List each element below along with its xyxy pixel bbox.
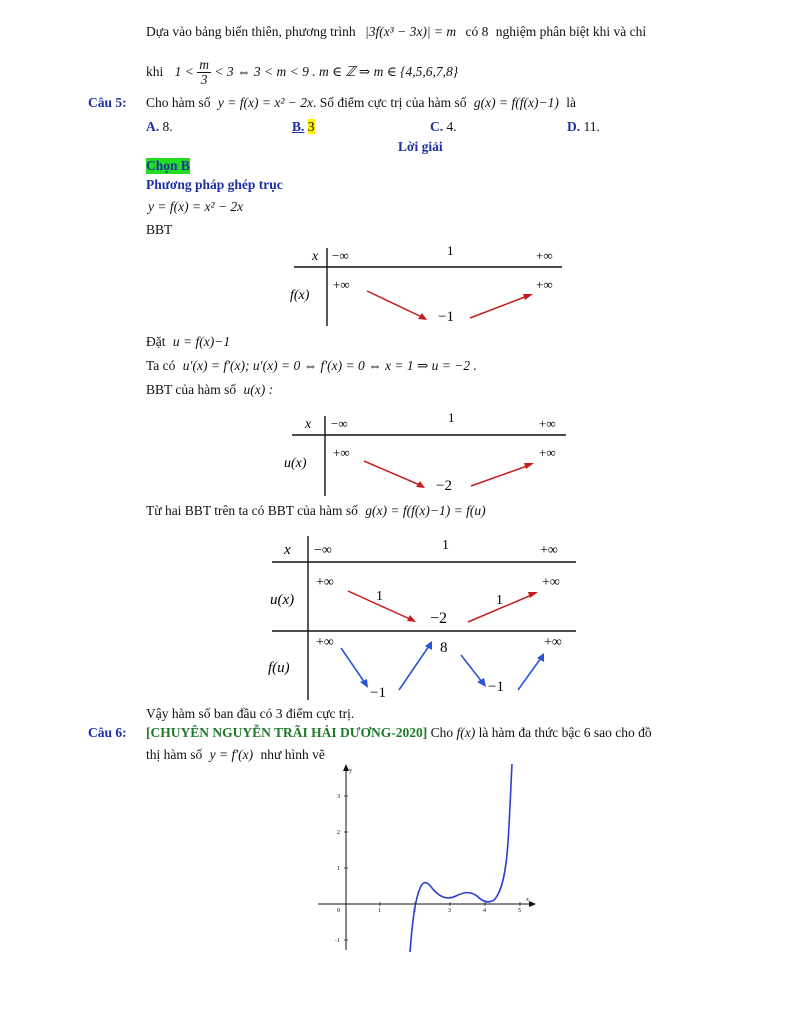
option-letter: A. xyxy=(146,119,160,134)
fraction-den: 3 xyxy=(200,72,208,88)
fu-left-value: +∞ xyxy=(316,635,334,650)
u-min-value: −2 xyxy=(430,610,448,627)
variation-table-u xyxy=(278,406,572,498)
derivative-line xyxy=(146,358,477,374)
bbt-u-line xyxy=(146,382,273,398)
fu-min2-value: −1 xyxy=(488,679,504,695)
bbt-label: BBT xyxy=(146,222,173,237)
intro-text: có 8 xyxy=(465,24,489,39)
table-x-label: x xyxy=(284,542,291,558)
combined-line xyxy=(146,503,486,519)
table-row-label-fu: f(u) xyxy=(268,660,290,676)
table-right-value: +∞ xyxy=(536,277,553,292)
arrow-head xyxy=(528,592,538,598)
fu-arrow-up-2 xyxy=(518,658,541,690)
derivative-equation: u′(x) = f′(x); u′(x) = 0 ⇔ f′(x) = 0 ⇔ x = 1 ⇒ u = −2 . xyxy=(182,358,477,373)
bbt-u-text: BBT của hàm số xyxy=(146,382,237,397)
fu-min1-value: −1 xyxy=(370,685,386,701)
option-value: 8. xyxy=(162,119,173,134)
table-min-value: −1 xyxy=(438,309,454,325)
table-right-value: +∞ xyxy=(539,445,556,460)
arrow-head xyxy=(537,653,544,662)
table-pos-inf: +∞ xyxy=(536,248,553,263)
x-tick-label: 1 xyxy=(378,908,381,914)
bbt-u-function: u(x) : xyxy=(243,382,274,397)
table-critical-x: 1 xyxy=(442,538,449,553)
y-tick-label: 2 xyxy=(337,830,340,836)
u-right-value: +∞ xyxy=(542,575,560,590)
fu-right-value: +∞ xyxy=(544,635,562,650)
intro-line-1 xyxy=(146,24,646,40)
x-axis-label: x xyxy=(526,897,529,903)
increasing-arrow xyxy=(470,295,530,318)
u-left-value: +∞ xyxy=(316,575,334,590)
arrow-head xyxy=(407,615,416,622)
table-critical-x: 1 xyxy=(448,410,455,425)
question-6-line-1 xyxy=(146,725,652,741)
combined-text: Từ hai BBT trên ta có BBT của hàm số xyxy=(146,503,358,518)
q6-fx: f(x) xyxy=(456,725,476,740)
u-mark-right: 1 xyxy=(496,593,503,608)
question-5-text xyxy=(146,95,576,111)
table-pos-inf: +∞ xyxy=(540,543,558,558)
option-value: 11. xyxy=(583,119,600,134)
q6-text: Cho xyxy=(430,725,454,740)
table-neg-inf: −∞ xyxy=(331,416,348,431)
x-tick-label: 3 xyxy=(448,908,451,914)
option-value: 3 xyxy=(307,119,315,134)
solution-title: Lời giải xyxy=(398,139,443,154)
table-left-value: +∞ xyxy=(333,445,350,460)
fraction-m-over-3 xyxy=(197,58,211,87)
option-b xyxy=(292,119,315,135)
intro-inequality: 1 < xyxy=(174,63,194,79)
decreasing-arrow xyxy=(364,461,422,486)
table-critical-x: 1 xyxy=(447,243,454,258)
x-tick-label: 0 xyxy=(337,908,340,914)
q6-text: thị hàm số xyxy=(146,747,203,762)
fu-max-value: 8 xyxy=(440,640,448,656)
q5-function: y = f(x) = x² − 2x xyxy=(217,95,313,110)
table-row-label: u(x) xyxy=(284,456,307,471)
question-5-label: Câu 5: xyxy=(88,95,127,110)
set-u-text: Đặt xyxy=(146,334,166,349)
table-left-value: +∞ xyxy=(333,277,350,292)
option-letter: C. xyxy=(430,119,444,134)
q6-text: là hàm đa thức bậc 6 sao cho đồ xyxy=(478,725,652,740)
table-row-label-u: u(x) xyxy=(270,592,295,608)
option-letter: D. xyxy=(567,119,581,134)
x-tick-label: 2 xyxy=(413,908,416,914)
intro-inequality: < 3 ⇔ 3 < m < 9 . m ∈ ℤ ⇒ m ∈ {4,5,6,7,8} xyxy=(214,63,459,79)
table-row-label: f(x) xyxy=(290,288,310,303)
x-axis-arrow xyxy=(529,901,536,907)
option-c xyxy=(430,119,457,135)
intro-text: Dựa vào bảng biến thiên, phương trình xyxy=(146,24,356,39)
u-mark-left: 1 xyxy=(376,589,383,604)
intro-text: khi xyxy=(146,63,164,79)
q5-g-function: g(x) = f(f(x)−1) xyxy=(473,95,559,110)
intro-line-2 xyxy=(146,58,458,87)
x-tick-label: 5 xyxy=(518,908,521,914)
q5-text: . Số điểm cực trị của hàm số xyxy=(312,95,467,110)
q5-text: là xyxy=(566,95,576,110)
option-value: 4. xyxy=(446,119,457,134)
variation-table-f xyxy=(280,238,570,330)
intro-text: nghiệm phân biệt khi và chỉ xyxy=(495,24,647,39)
decreasing-arrow xyxy=(367,291,424,318)
arrow-head xyxy=(477,678,486,687)
arrow-head xyxy=(524,463,534,469)
table-min-value: −2 xyxy=(436,478,452,494)
increasing-arrow xyxy=(471,465,530,486)
intro-equation: |3f(x³ − 3x)| = m xyxy=(364,24,457,39)
table-x-label: x xyxy=(305,417,312,432)
fu-arrow-down-2 xyxy=(461,655,482,682)
arrow-head xyxy=(360,679,368,688)
fraction-num: m xyxy=(199,57,210,72)
option-letter: B. xyxy=(292,119,305,134)
conclusion: Vậy hàm số ban đầu có 3 điểm cực trị. xyxy=(146,706,355,721)
table-neg-inf: −∞ xyxy=(314,543,332,558)
question-6-line-2 xyxy=(146,747,325,763)
set-u-equation: u = f(x)−1 xyxy=(172,334,231,349)
arrow-head xyxy=(425,641,432,650)
y-tick-label: 3 xyxy=(337,794,340,800)
fu-arrow-up-1 xyxy=(399,646,429,690)
y-axis-label: y xyxy=(349,768,352,774)
x-tick-label: 4 xyxy=(483,908,486,914)
chosen-answer: Chọn B xyxy=(146,158,190,173)
option-d xyxy=(567,119,600,135)
q6-text: như hình vẽ xyxy=(260,747,325,762)
variation-table-composite xyxy=(262,530,582,702)
y-tick-label: 1 xyxy=(337,866,340,872)
method-title: Phương pháp ghép trục xyxy=(146,177,283,192)
option-a xyxy=(146,119,173,135)
q5-text: Cho hàm số xyxy=(146,95,211,110)
set-u-line xyxy=(146,334,230,350)
table-x-label: x xyxy=(312,249,319,264)
function-definition: y = f(x) = x² − 2x xyxy=(148,199,244,214)
combined-equation: g(x) = f(f(x)−1) = f(u) xyxy=(365,503,486,518)
derivative-curve xyxy=(410,764,512,952)
question-6-label: Câu 6: xyxy=(88,725,127,740)
table-pos-inf: +∞ xyxy=(539,416,556,431)
question-source: [CHUYÊN NGUYỄN TRÃI HẢI DƯƠNG-2020] xyxy=(146,725,428,740)
derivative-text: Ta có xyxy=(146,358,176,373)
y-tick-label: -1 xyxy=(335,938,340,944)
derivative-graph xyxy=(310,762,542,958)
fu-arrow-down-1 xyxy=(341,648,365,683)
arrow-head xyxy=(523,294,533,300)
q6-derivative: y = f′(x) xyxy=(209,747,254,762)
table-neg-inf: −∞ xyxy=(332,248,349,263)
